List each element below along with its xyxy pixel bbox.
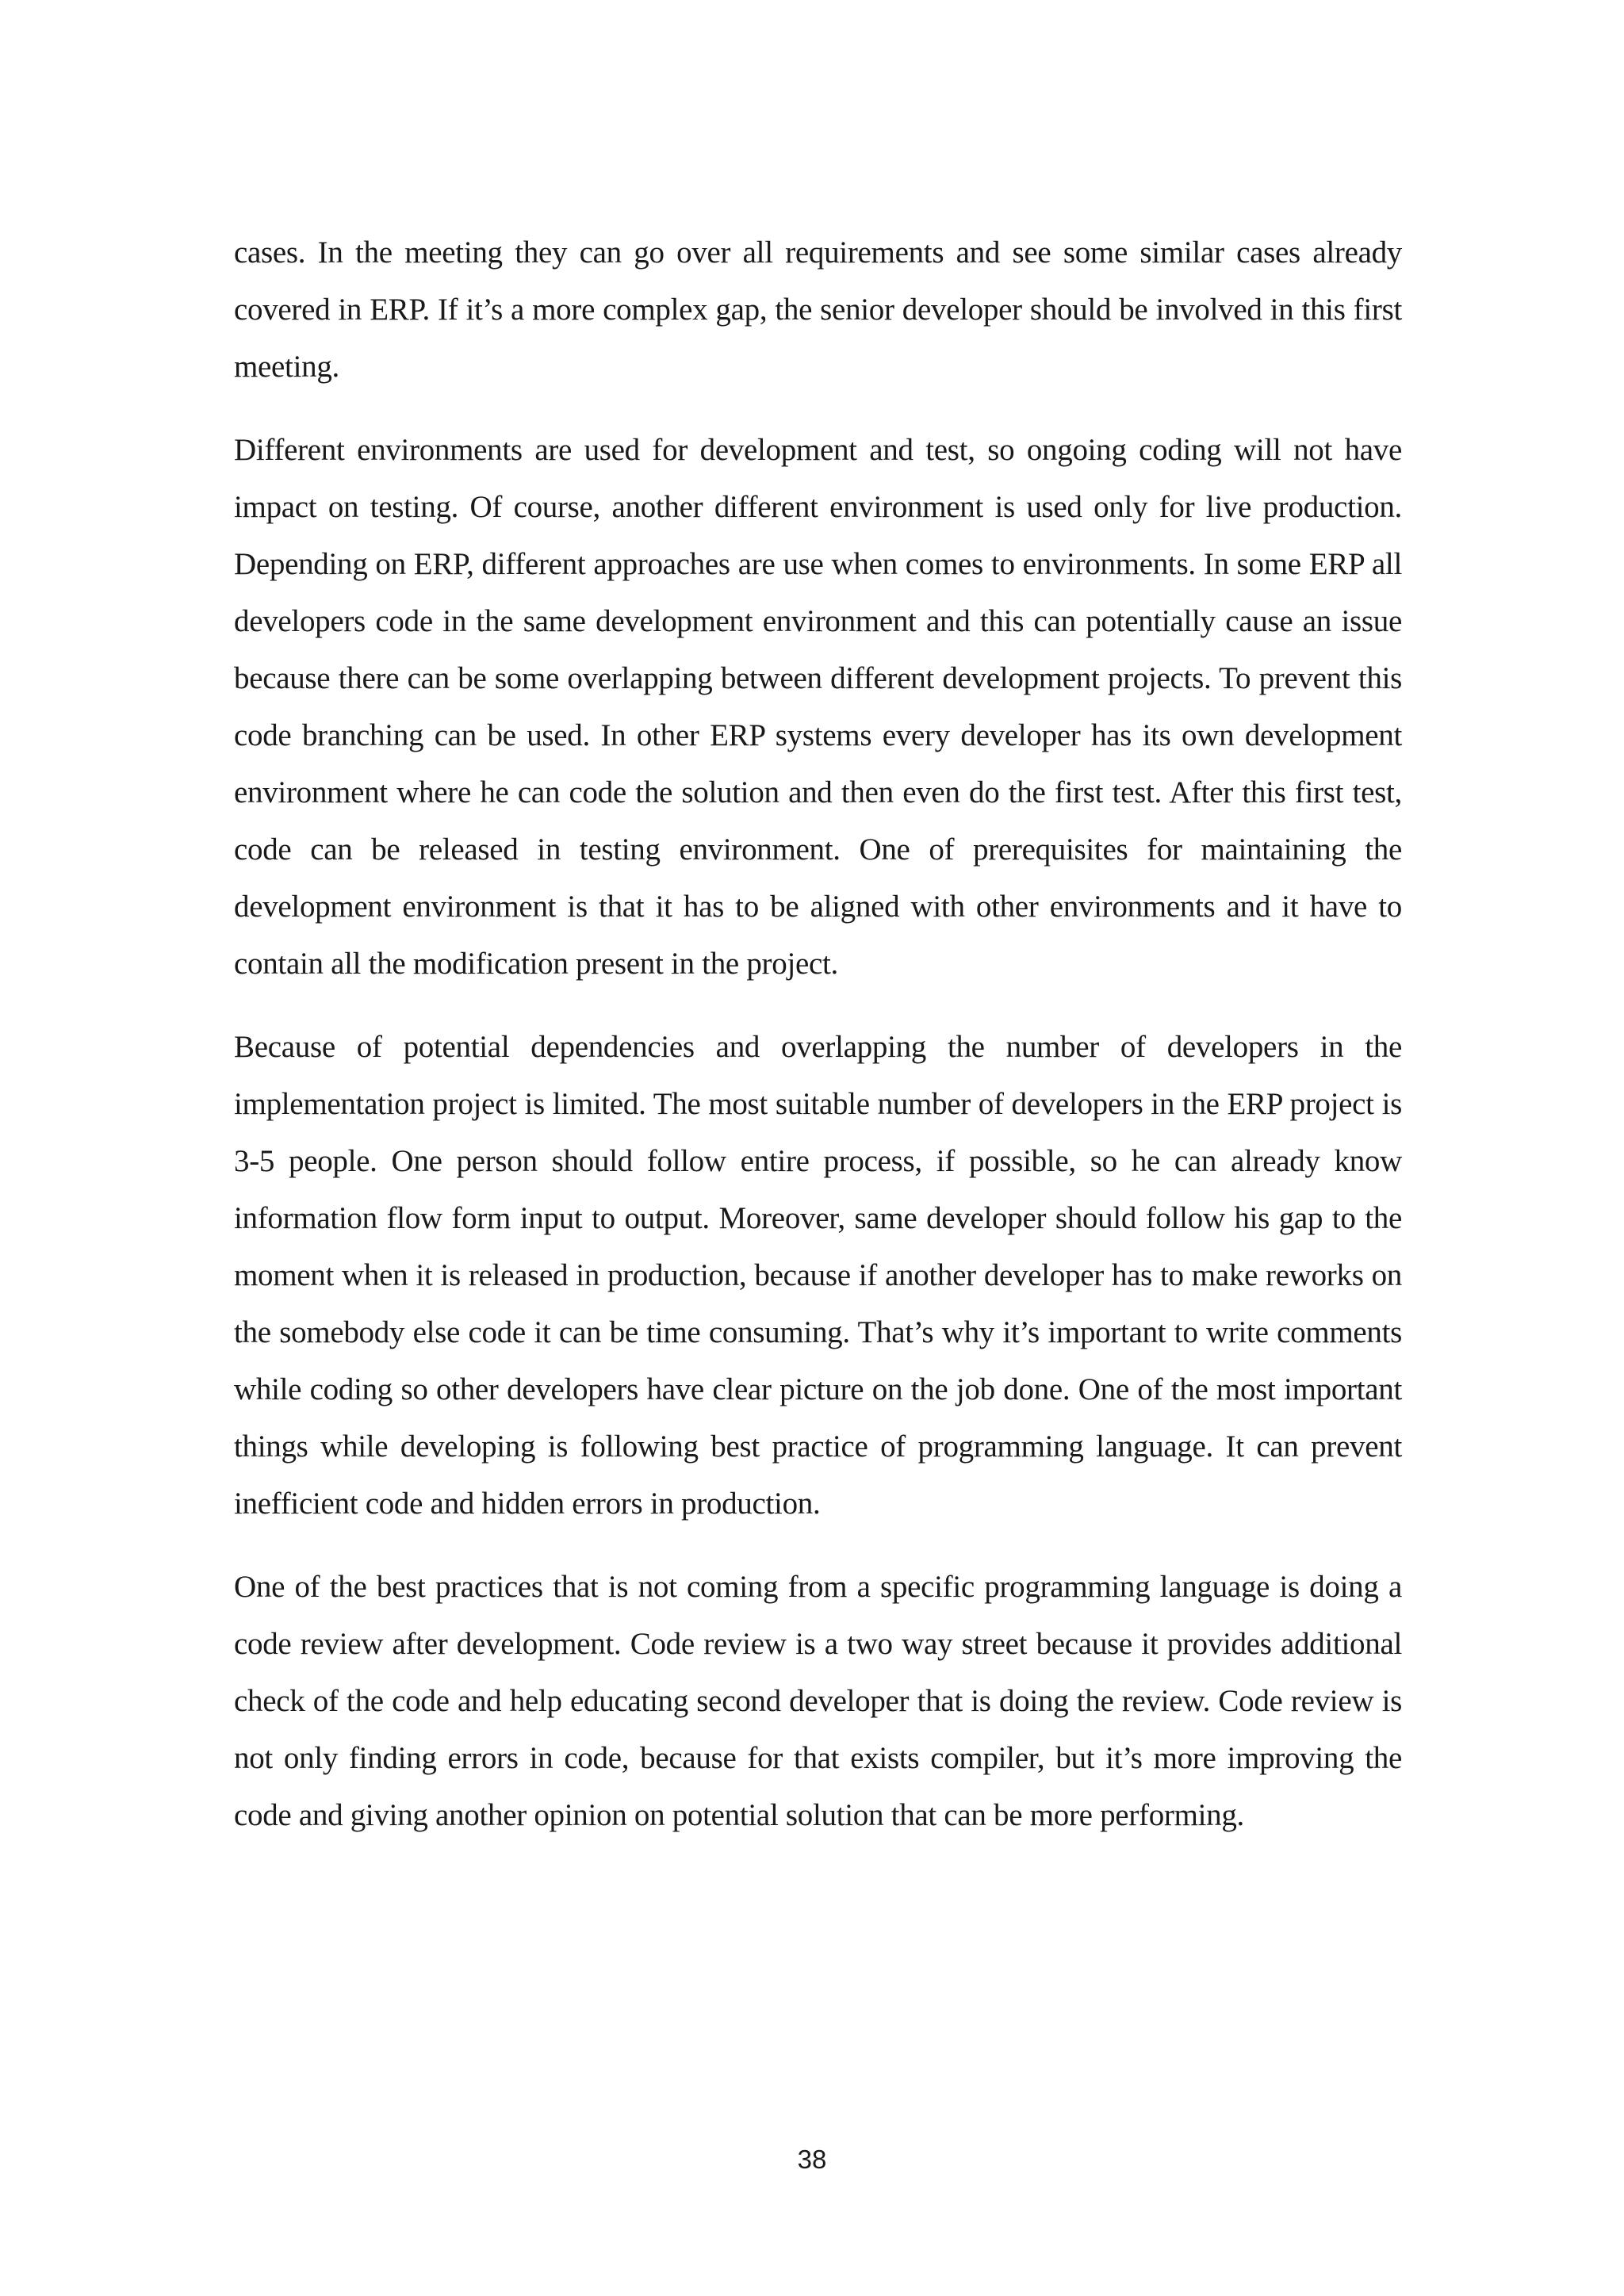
- paragraph-1: cases. In the meeting they can go over all requirements and see some similar cases already covered in ERP. If it’s a more complex gap, the senior developer should be involved in this first meeting.: [234, 235, 1402, 384]
- page-number: 38: [797, 2145, 827, 2174]
- body-text: [234, 224, 1402, 1870]
- paragraph-2: Different environments are used for development and test, so ongoing coding will not have impact on testing. Of course, another different environment is used only for live production. Depending on ERP, different approaches are use when comes to environments. In some ERP all developers code in the same development environment and this can potentially cause an issue because there can be some overlapping between different development projects. To prevent this code branching can be used. In other ERP systems every developer has its own development environment where he can code the solution and then even do the first test. After this first test, code can be released in testing environment. One of prerequisites for maintaining the development environment is that it has to be aligned with other environments and it have to contain all the modification present in the project.: [234, 433, 1402, 981]
- paragraph-3: Because of potential dependencies and overlapping the number of developers in the implementation project is limited. The most suitable number of developers in the ERP project is 3-5 people. One person should follow entire process, if possible, so he can already know information flow form input to output. Moreover, same developer should follow his gap to the moment when it is released in production, because if another developer has to make reworks on the somebody else code it can be time consuming. That’s why it’s important to write comments while coding so other developers have clear picture on the job done. One of the most important things while developing is following best practice of programming language. It can prevent inefficient code and hidden errors in production.: [234, 1030, 1402, 1521]
- paragraph-4: One of the best practices that is not coming from a specific programming language is doing a code review after development. Code review is a two way street because it provides additional check of the code and help educating second developer that is doing the review. Code review is not only finding errors in code, because for that exists compiler, but it’s more improving the code and giving another opinion on potential solution that can be more performing.: [234, 1570, 1402, 1832]
